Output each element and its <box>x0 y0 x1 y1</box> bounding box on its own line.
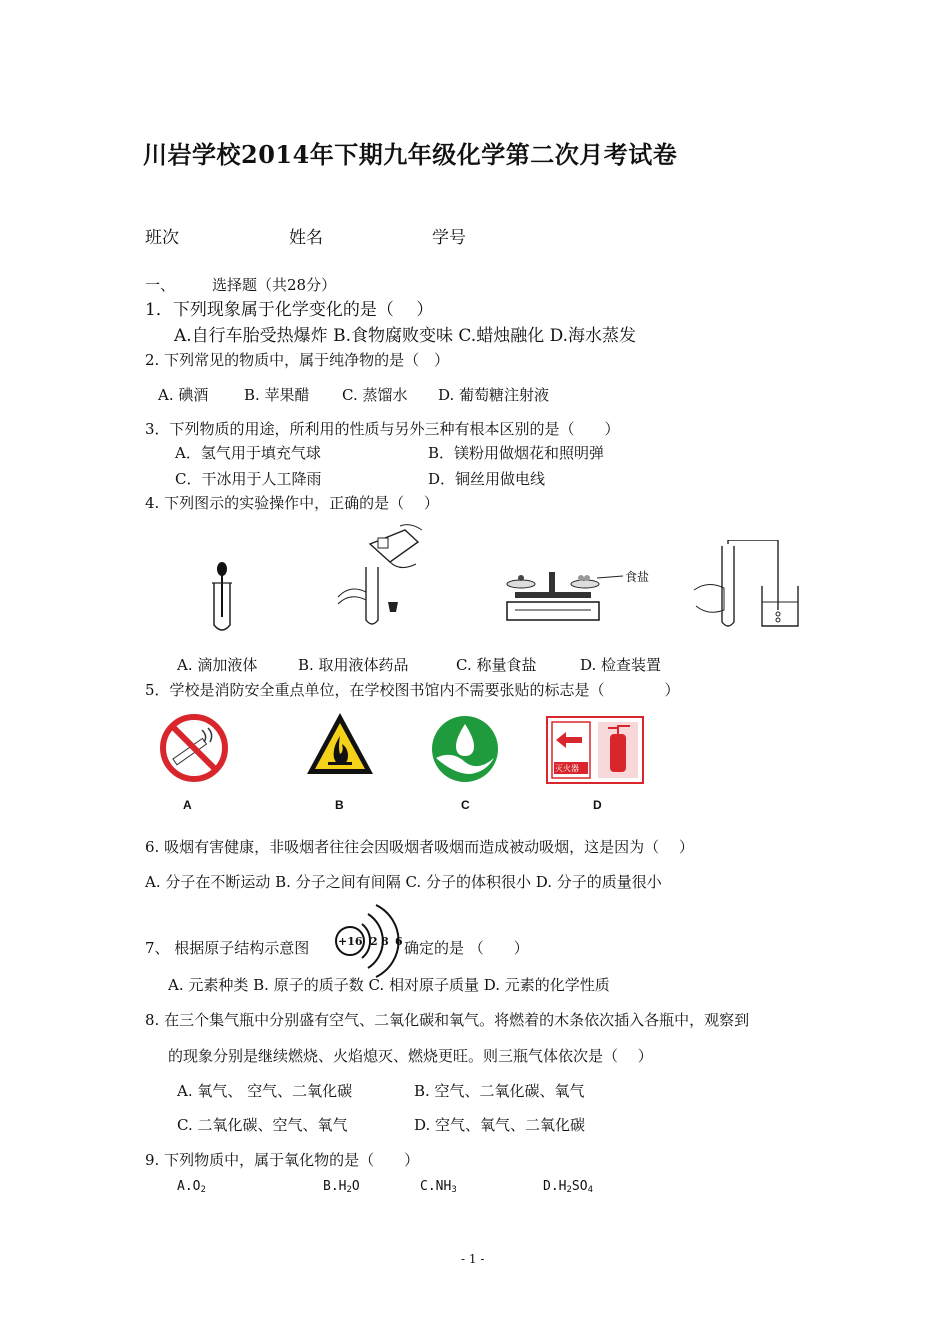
fire-extinguisher-sign <box>546 716 644 784</box>
question-1-options: A.自行车胎受热爆炸 B.食物腐败变味 C.蜡烛融化 D.海水蒸发 <box>174 326 637 346</box>
question-7-options: A. 元素种类 B. 原子的质子数 C. 相对原子质量 D. 元素的化学性质 <box>168 976 610 994</box>
question-9-stem: 9. 下列物质中，属于氧化物的是（ ） <box>145 1151 420 1169</box>
shell-1-electrons: 2 <box>370 935 378 948</box>
question-8-option-b: B. 空气、二氧化碳、氧气 <box>414 1082 585 1100</box>
question-3-stem: 3．下列物质的用途，所利用的性质与另外三种有根本区别的是（ ） <box>145 420 620 438</box>
pouring-liquid-figure <box>330 522 430 634</box>
salt-label: 食盐 <box>625 570 650 584</box>
number-field-label: 学号 <box>432 228 466 248</box>
question-3-option-a: A．氢气用于填充气球 <box>175 444 321 462</box>
section-heading: 选择题（共28分） <box>212 276 337 294</box>
question-4-stem: 4. 下列图示的实验操作中，正确的是（ ） <box>145 494 439 512</box>
airtightness-check-figure <box>690 540 805 632</box>
flammable-warning-sign <box>304 710 376 778</box>
shell-2-electrons: 8 <box>381 935 389 948</box>
sign-label-b: B <box>335 798 344 812</box>
question-9-option-c: $C.NH_3$ <box>420 1179 457 1195</box>
question-4-option-a: A. 滴加液体 <box>177 656 258 674</box>
question-3-option-b: B．镁粉用做烟花和照明弹 <box>428 444 605 462</box>
question-9-option-d: $D.H_2SO_4$ <box>543 1179 593 1195</box>
question-7-stem-right: 确定的是 （ ） <box>404 939 529 957</box>
class-field-label: 班次 <box>145 228 179 248</box>
question-4-option-b: B. 取用液体药品 <box>298 656 409 674</box>
shell-3-electrons: 6 <box>395 935 403 948</box>
no-smoking-sign <box>158 712 230 784</box>
question-2-option-a: A. 碘酒 <box>158 386 209 404</box>
question-8-stem-line1: 8. 在三个集气瓶中分别盛有空气、二氧化碳和氧气。将燃着的木条依次插入各瓶中，观察到 <box>145 1011 750 1029</box>
question-4-option-c: C. 称量食盐 <box>456 656 537 674</box>
nucleus-charge: +16 <box>338 935 363 948</box>
question-9-option-a: $A.O_2$ <box>177 1179 206 1195</box>
extinguisher-sign-text: 灭火器 <box>555 764 579 773</box>
question-8-stem-line2: 的现象分别是继续燃烧、火焰熄灭、燃烧更旺。则三瓶气体依次是（ ） <box>168 1047 653 1065</box>
page-title: 川岩学校2014年下期九年级化学第二次月考试卷 <box>143 140 678 169</box>
sign-label-a: A <box>183 798 192 812</box>
question-7-stem-left: 7、 根据原子结构示意图 <box>145 939 310 957</box>
question-2-option-b: B. 苹果醋 <box>244 386 310 404</box>
question-1-stem: 1．下列现象属于化学变化的是（ ） <box>145 300 434 320</box>
sign-label-d: D <box>593 798 602 812</box>
question-8-option-d: D. 空气、氧气、二氧化碳 <box>414 1116 586 1134</box>
balance-scale-figure <box>505 562 675 626</box>
question-8-option-c: C. 二氧化碳、空气、氧气 <box>177 1116 348 1134</box>
question-3-option-c: C．干冰用于人工降雨 <box>175 470 322 488</box>
question-6-stem: 6. 吸烟有害健康，非吸烟者往往会因吸烟者吸烟而造成被动吸烟，这是因为（ ） <box>145 838 694 856</box>
question-5-stem: 5．学校是消防安全重点单位，在学校图书馆内不需要张贴的标志是（ ） <box>145 681 680 699</box>
question-9-option-b: $B.H_2O$ <box>323 1179 360 1195</box>
question-8-option-a: A. 氧气、 空气、二氧化碳 <box>177 1082 353 1100</box>
question-4-option-d: D. 检查装置 <box>580 656 662 674</box>
section-number: 一、 <box>145 276 176 294</box>
question-6-options: A. 分子在不断运动 B. 分子之间有间隔 C. 分子的体积很小 D. 分子的质量很小 <box>145 873 662 891</box>
water-saving-sign <box>430 714 500 784</box>
dropper-test-tube-figure <box>200 555 250 635</box>
question-2-option-d: D. 葡萄糖注射液 <box>438 386 550 404</box>
sign-label-c: C <box>461 798 470 812</box>
question-2-stem: 2. 下列常见的物质中，属于纯净物的是（ ） <box>145 351 450 369</box>
page-number: - 1 - <box>461 1252 485 1266</box>
name-field-label: 姓名 <box>289 228 323 248</box>
question-3-option-d: D．铜丝用做电线 <box>428 470 546 488</box>
question-2-option-c: C. 蒸馏水 <box>342 386 408 404</box>
